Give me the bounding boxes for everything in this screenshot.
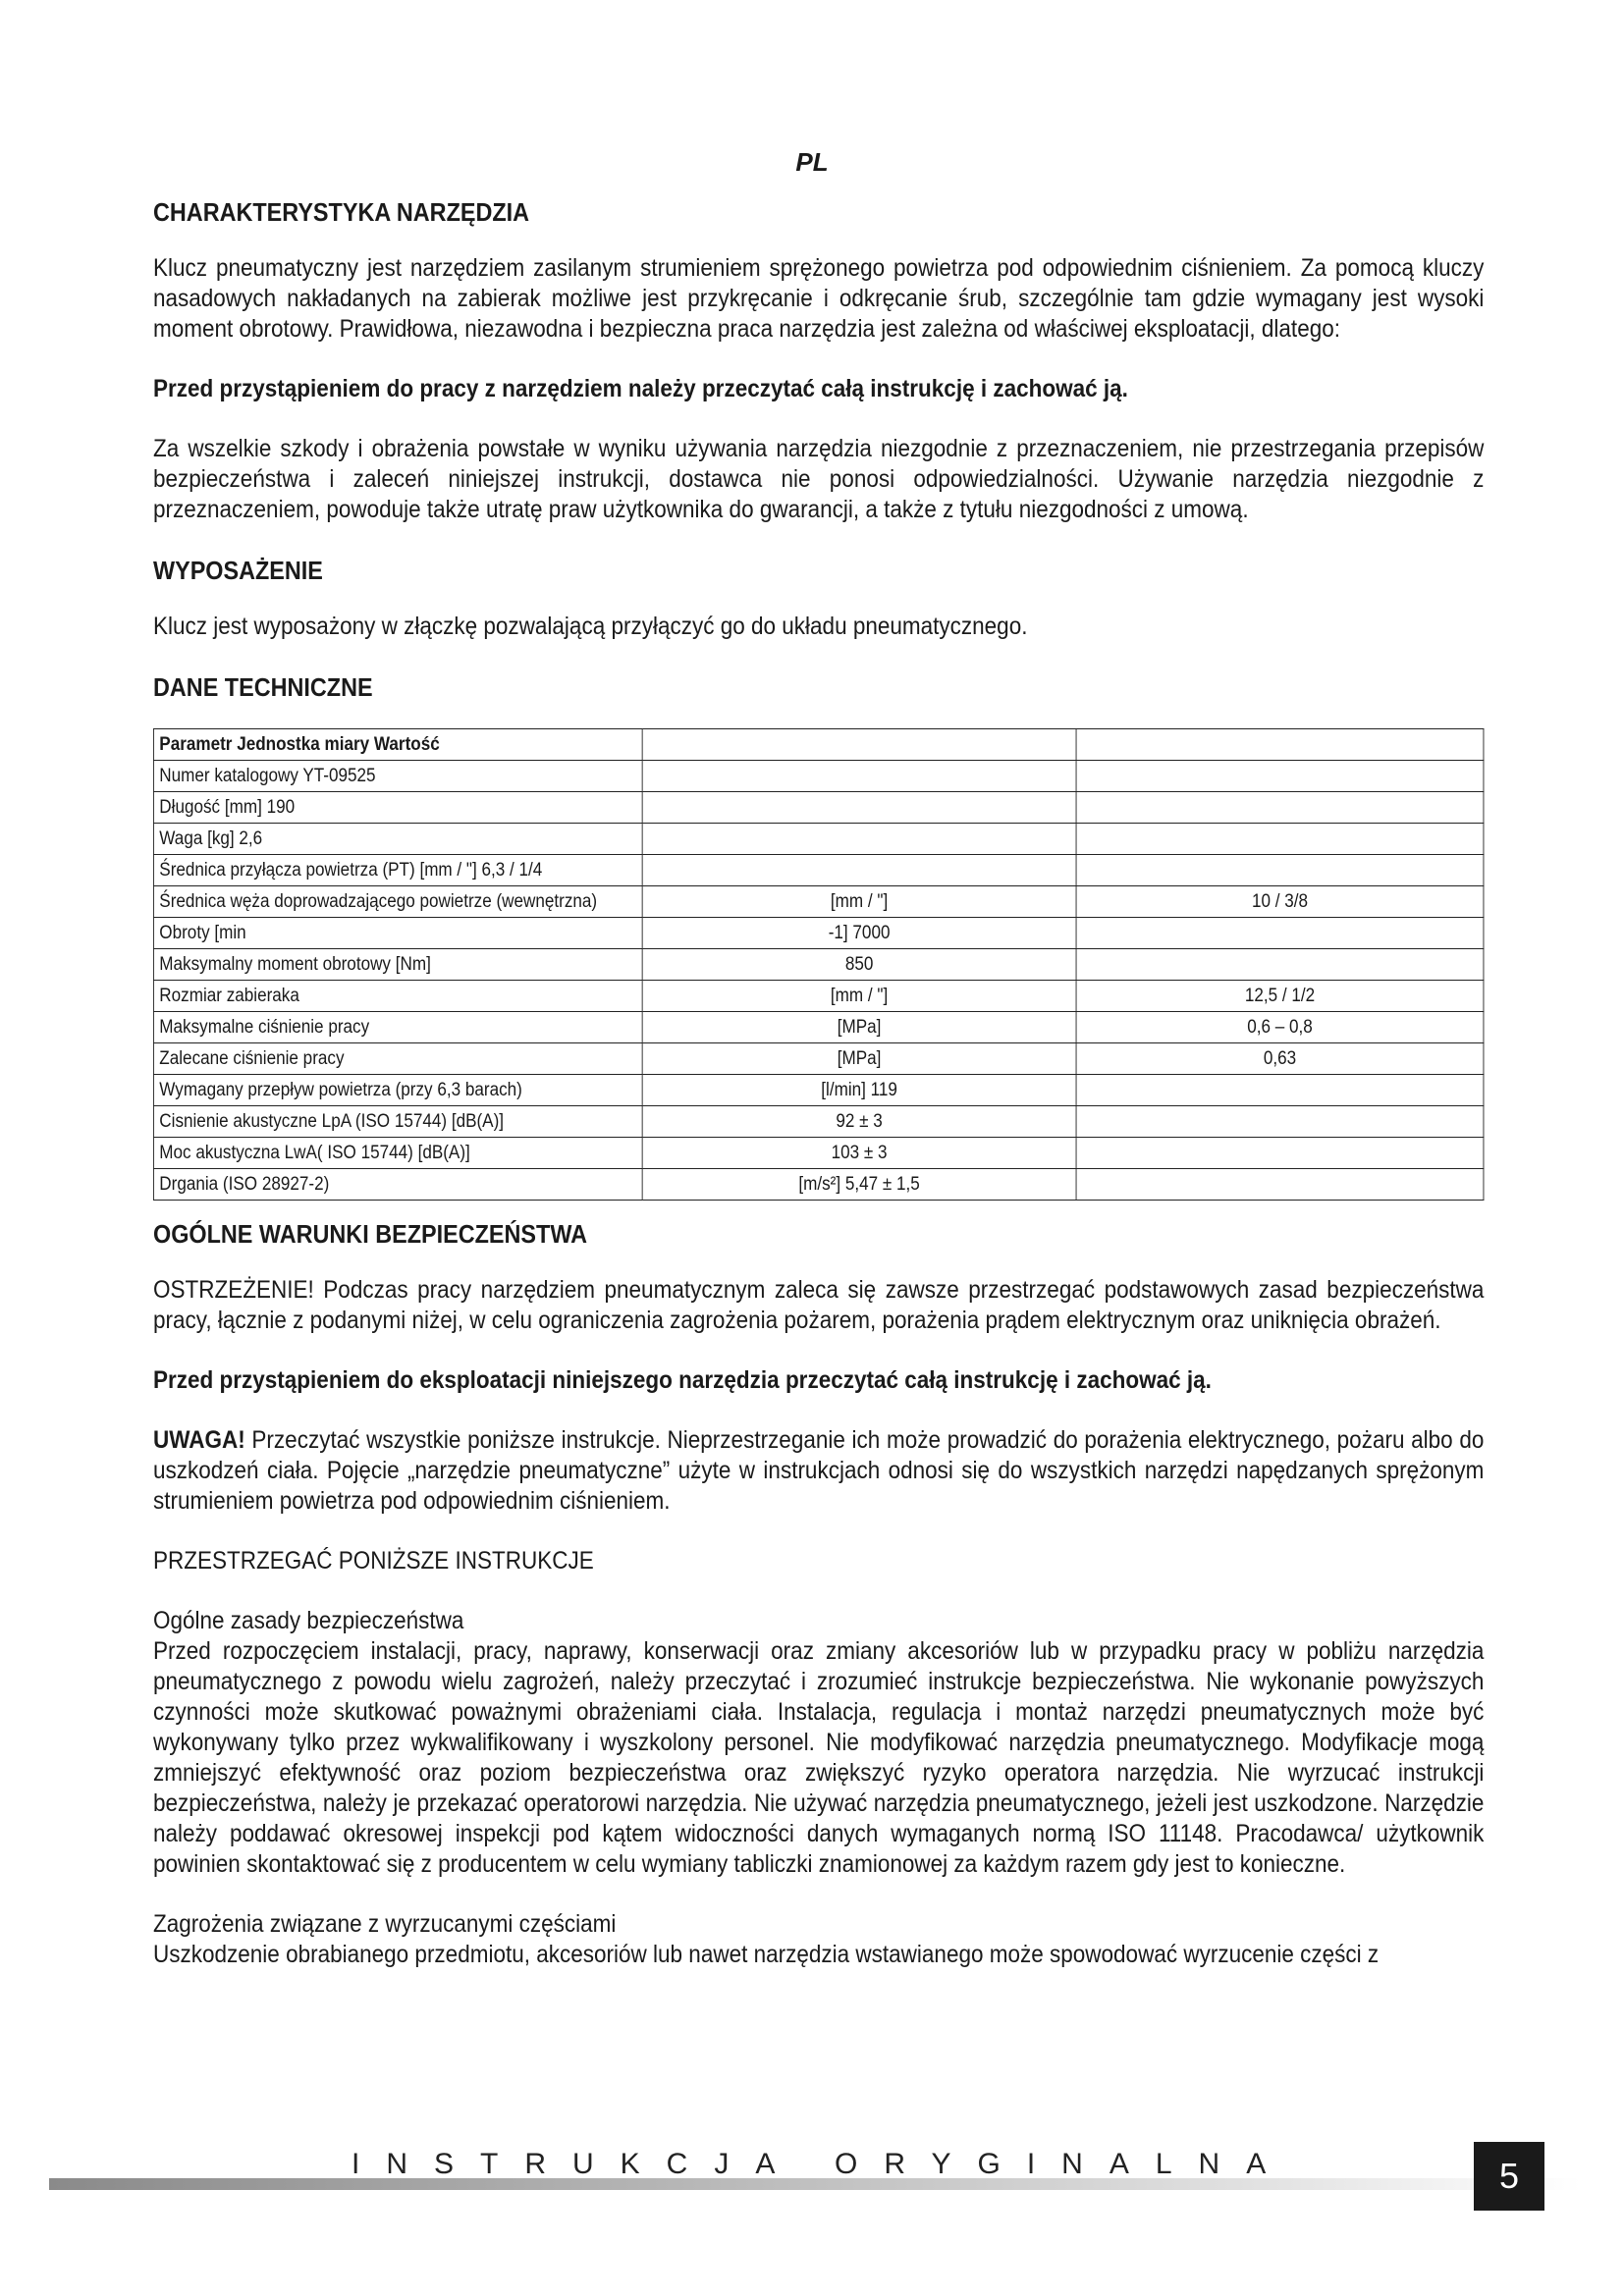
table-cell: [mm / "] — [642, 981, 1076, 1012]
table-cell — [642, 824, 1076, 855]
warning-paragraph: Przed przystąpieniem do pracy z narzędziem należy przeczytać całą instrukcję i zachować ją. — [153, 375, 1128, 402]
table-cell: Cisnienie akustyczne LpA (ISO 15744) [dB(A)] — [153, 1106, 642, 1138]
table-cell: Długość [mm] 190 — [153, 792, 642, 824]
table-cell: Zalecane ciśnienie pracy — [153, 1043, 642, 1075]
table-cell: 12,5 / 1/2 — [1076, 981, 1484, 1012]
table-cell: Numer katalogowy YT-09525 — [153, 761, 642, 792]
page-number: 5 — [1474, 2142, 1544, 2211]
table-cell — [1076, 855, 1484, 886]
paragraph: Klucz jest wyposażony w złączkę pozwalającą przyłączyć go do układu pneumatycznego. — [153, 613, 1028, 640]
subsection-title: Ogólne zasady bezpieczeństwa — [153, 1607, 464, 1634]
table-row — [153, 792, 1484, 824]
table-cell — [642, 729, 1076, 761]
table-row — [153, 1043, 1484, 1075]
subsection-title: Zagrożenia związane z wyrzucanymi częściami — [153, 1910, 617, 1938]
section-title-technical-data: DANE TECHNICZNE — [153, 672, 373, 702]
table-cell: Średnica węża doprowadzającego powietrze (wewnętrzna) — [153, 886, 642, 918]
table-cell — [642, 855, 1076, 886]
table-cell — [1076, 949, 1484, 981]
footer-text: INSTRUKCJA ORYGINALNA — [352, 2148, 1293, 2180]
table-cell — [1076, 761, 1484, 792]
table-row — [153, 1075, 1484, 1106]
table-cell: Waga [kg] 2,6 — [153, 824, 642, 855]
table-cell: -1] 7000 — [642, 918, 1076, 949]
table-header-row — [153, 729, 1484, 761]
table-row — [153, 1106, 1484, 1138]
table-cell: 0,6 – 0,8 — [1076, 1012, 1484, 1043]
table-cell — [1076, 1169, 1484, 1201]
table-row — [153, 761, 1484, 792]
table-cell — [1076, 729, 1484, 761]
table-row — [153, 855, 1484, 886]
table-cell: 92 ± 3 — [642, 1106, 1076, 1138]
table-cell — [1076, 918, 1484, 949]
table-row — [153, 1138, 1484, 1169]
table-cell: 103 ± 3 — [642, 1138, 1076, 1169]
table-cell — [1076, 1075, 1484, 1106]
table-cell: Parametr Jednostka miary Wartość — [153, 729, 642, 761]
table-row — [153, 1169, 1484, 1201]
table-cell: 850 — [642, 949, 1076, 981]
table-cell: Maksymalny moment obrotowy [Nm] — [153, 949, 642, 981]
paragraph: Klucz pneumatyczny jest narzędziem zasilanym strumieniem sprężonego powietrza pod odpowiednim ciśnieniem. Za pomocą kluczy nasadowych nakładanych na zabierak możliwe jest przykręcanie i odkręcanie śrub, szczególnie tam gdzie wymagany jest wysoki moment obrotowy. Prawidłowa, niezawodna i bezpieczna praca narzędzia jest zależna od właściwej eksploatacji, dlatego: — [153, 254, 1485, 343]
table-cell — [1076, 1138, 1484, 1169]
warning-paragraph: Przed przystąpieniem do eksploatacji niniejszego narzędzia przeczytać całą instrukcję i zachować ją. — [153, 1366, 1212, 1394]
table-cell: [MPa] — [642, 1043, 1076, 1075]
table-cell: 10 / 3/8 — [1076, 886, 1484, 918]
section-title-characteristics: CHARAKTERYSTYKA NARZĘDZIA — [153, 197, 530, 227]
table-cell — [1076, 792, 1484, 824]
table-cell: Rozmiar zabieraka — [153, 981, 642, 1012]
warning-label: OSTRZEŻENIE! — [153, 1276, 314, 1304]
table-row — [153, 918, 1484, 949]
page-content — [153, 196, 1485, 2000]
paragraph: PRZESTRZEGAĆ PONIŻSZE INSTRUKCJE — [153, 1547, 594, 1575]
table-cell: Maksymalne ciśnienie pracy — [153, 1012, 642, 1043]
table-row — [153, 949, 1484, 981]
table-cell: [mm / "] — [642, 886, 1076, 918]
table-cell: [MPa] — [642, 1012, 1076, 1043]
table-cell: [m/s²] 5,47 ± 1,5 — [642, 1169, 1076, 1201]
table-cell: Wymagany przepływ powietrza (przy 6,3 barach) — [153, 1075, 642, 1106]
table-row — [153, 824, 1484, 855]
table-row — [153, 981, 1484, 1012]
paragraph: Przed rozpoczęciem instalacji, pracy, naprawy, konserwacji oraz zmiany akcesoriów lub w przypadku pracy w pobliżu narzędzia pneumatycznego z powodu wielu zagrożeń, należy przeczytać i zrozumieć instrukcje bezpieczeństwa. Nie wykonanie powyższych czynności może skutkować poważnymi obrażeniami ciała. Instalacja, regulacja i montaż narzędzi pneumatycznych może być wykonywany tylko przez wykwalifikowany i wyszkolony personel. Nie modyfikować narzędzia pneumatycznego. Modyfikacje mogą zmniejszyć efektywność oraz poziom bezpieczeństwa oraz zwiększyć ryzyko operatora narzędzia. Nie wyrzucać instrukcji bezpieczeństwa, należy je przekazać operatorowi narzędzia. Nie używać narzędzia pneumatycznego, jeżeli jest uszkodzone. Narzędzie należy poddawać okresowej inspekcji pod kątem widoczności danych wymaganych normą ISO 11148. Pracodawca/ użytkownik powinien skontaktować się z producentem w celu wymiany tabliczki znamionowej za każdym razem gdy jest to konieczne. — [153, 1637, 1485, 1878]
table-cell — [1076, 824, 1484, 855]
table-cell — [1076, 1106, 1484, 1138]
table-row — [153, 1012, 1484, 1043]
table-cell: 0,63 — [1076, 1043, 1484, 1075]
section-title-equipment: WYPOSAŻENIE — [153, 556, 323, 585]
paragraph: UWAGA! Przeczytać wszystkie poniższe instrukcje. Nieprzestrzeganie ich może prowadzić do porażenia elektrycznego, pożaru albo do uszkodzeń ciała. Pojęcie „narzędzie pneumatyczne” użyte w instrukcjach odnosi się do wszystkich narzędzi napędzanych sprężonym strumieniem powietrza pod odpowiednim ciśnieniem. — [153, 1426, 1485, 1515]
table-row — [153, 886, 1484, 918]
section-title-safety: OGÓLNE WARUNKI BEZPIECZEŃSTWA — [153, 1219, 588, 1249]
table-cell: Obroty [min — [153, 918, 642, 949]
language-code: PL — [795, 147, 829, 177]
table-cell — [642, 792, 1076, 824]
paragraph: Za wszelkie szkody i obrażenia powstałe w wyniku używania narzędzia niezgodnie z przeznaczeniem, nie przestrzegania przepisów bezpieczeństwa i zaleceń niniejszej instrukcji, dostawca nie ponosi odpowiedzialności. Używanie narzędzia niezgodnie z przeznaczeniem, powoduje także utratę praw użytkownika do gwarancji, a także z tytułu niezgodności z umową. — [153, 435, 1485, 523]
table-cell — [642, 761, 1076, 792]
table-cell: Moc akustyczna LwA( ISO 15744) [dB(A)] — [153, 1138, 642, 1169]
table-cell: Drgania (ISO 28927-2) — [153, 1169, 642, 1201]
paragraph: OSTRZEŻENIE! Podczas pracy narzędziem pneumatycznym zaleca się zawsze przestrzegać podstawowych zasad bezpieczeństwa pracy, łącznie z podanymi niżej, w celu ograniczenia zagrożenia pożarem, porażenia prądem elektrycznym oraz uniknięcia obrażeń. — [153, 1276, 1485, 1334]
technical-data-table — [153, 728, 1484, 1201]
paragraph: Uszkodzenie obrabianego przedmiotu, akcesoriów lub nawet narzędzia wstawianego może spowodować wyrzucenie części z — [153, 1941, 1380, 1968]
attention-label: UWAGA! — [153, 1426, 245, 1454]
table-cell: [l/min] 119 — [642, 1075, 1076, 1106]
table-cell: Średnica przyłącza powietrza (PT) [mm / "] 6,3 / 1/4 — [153, 855, 642, 886]
